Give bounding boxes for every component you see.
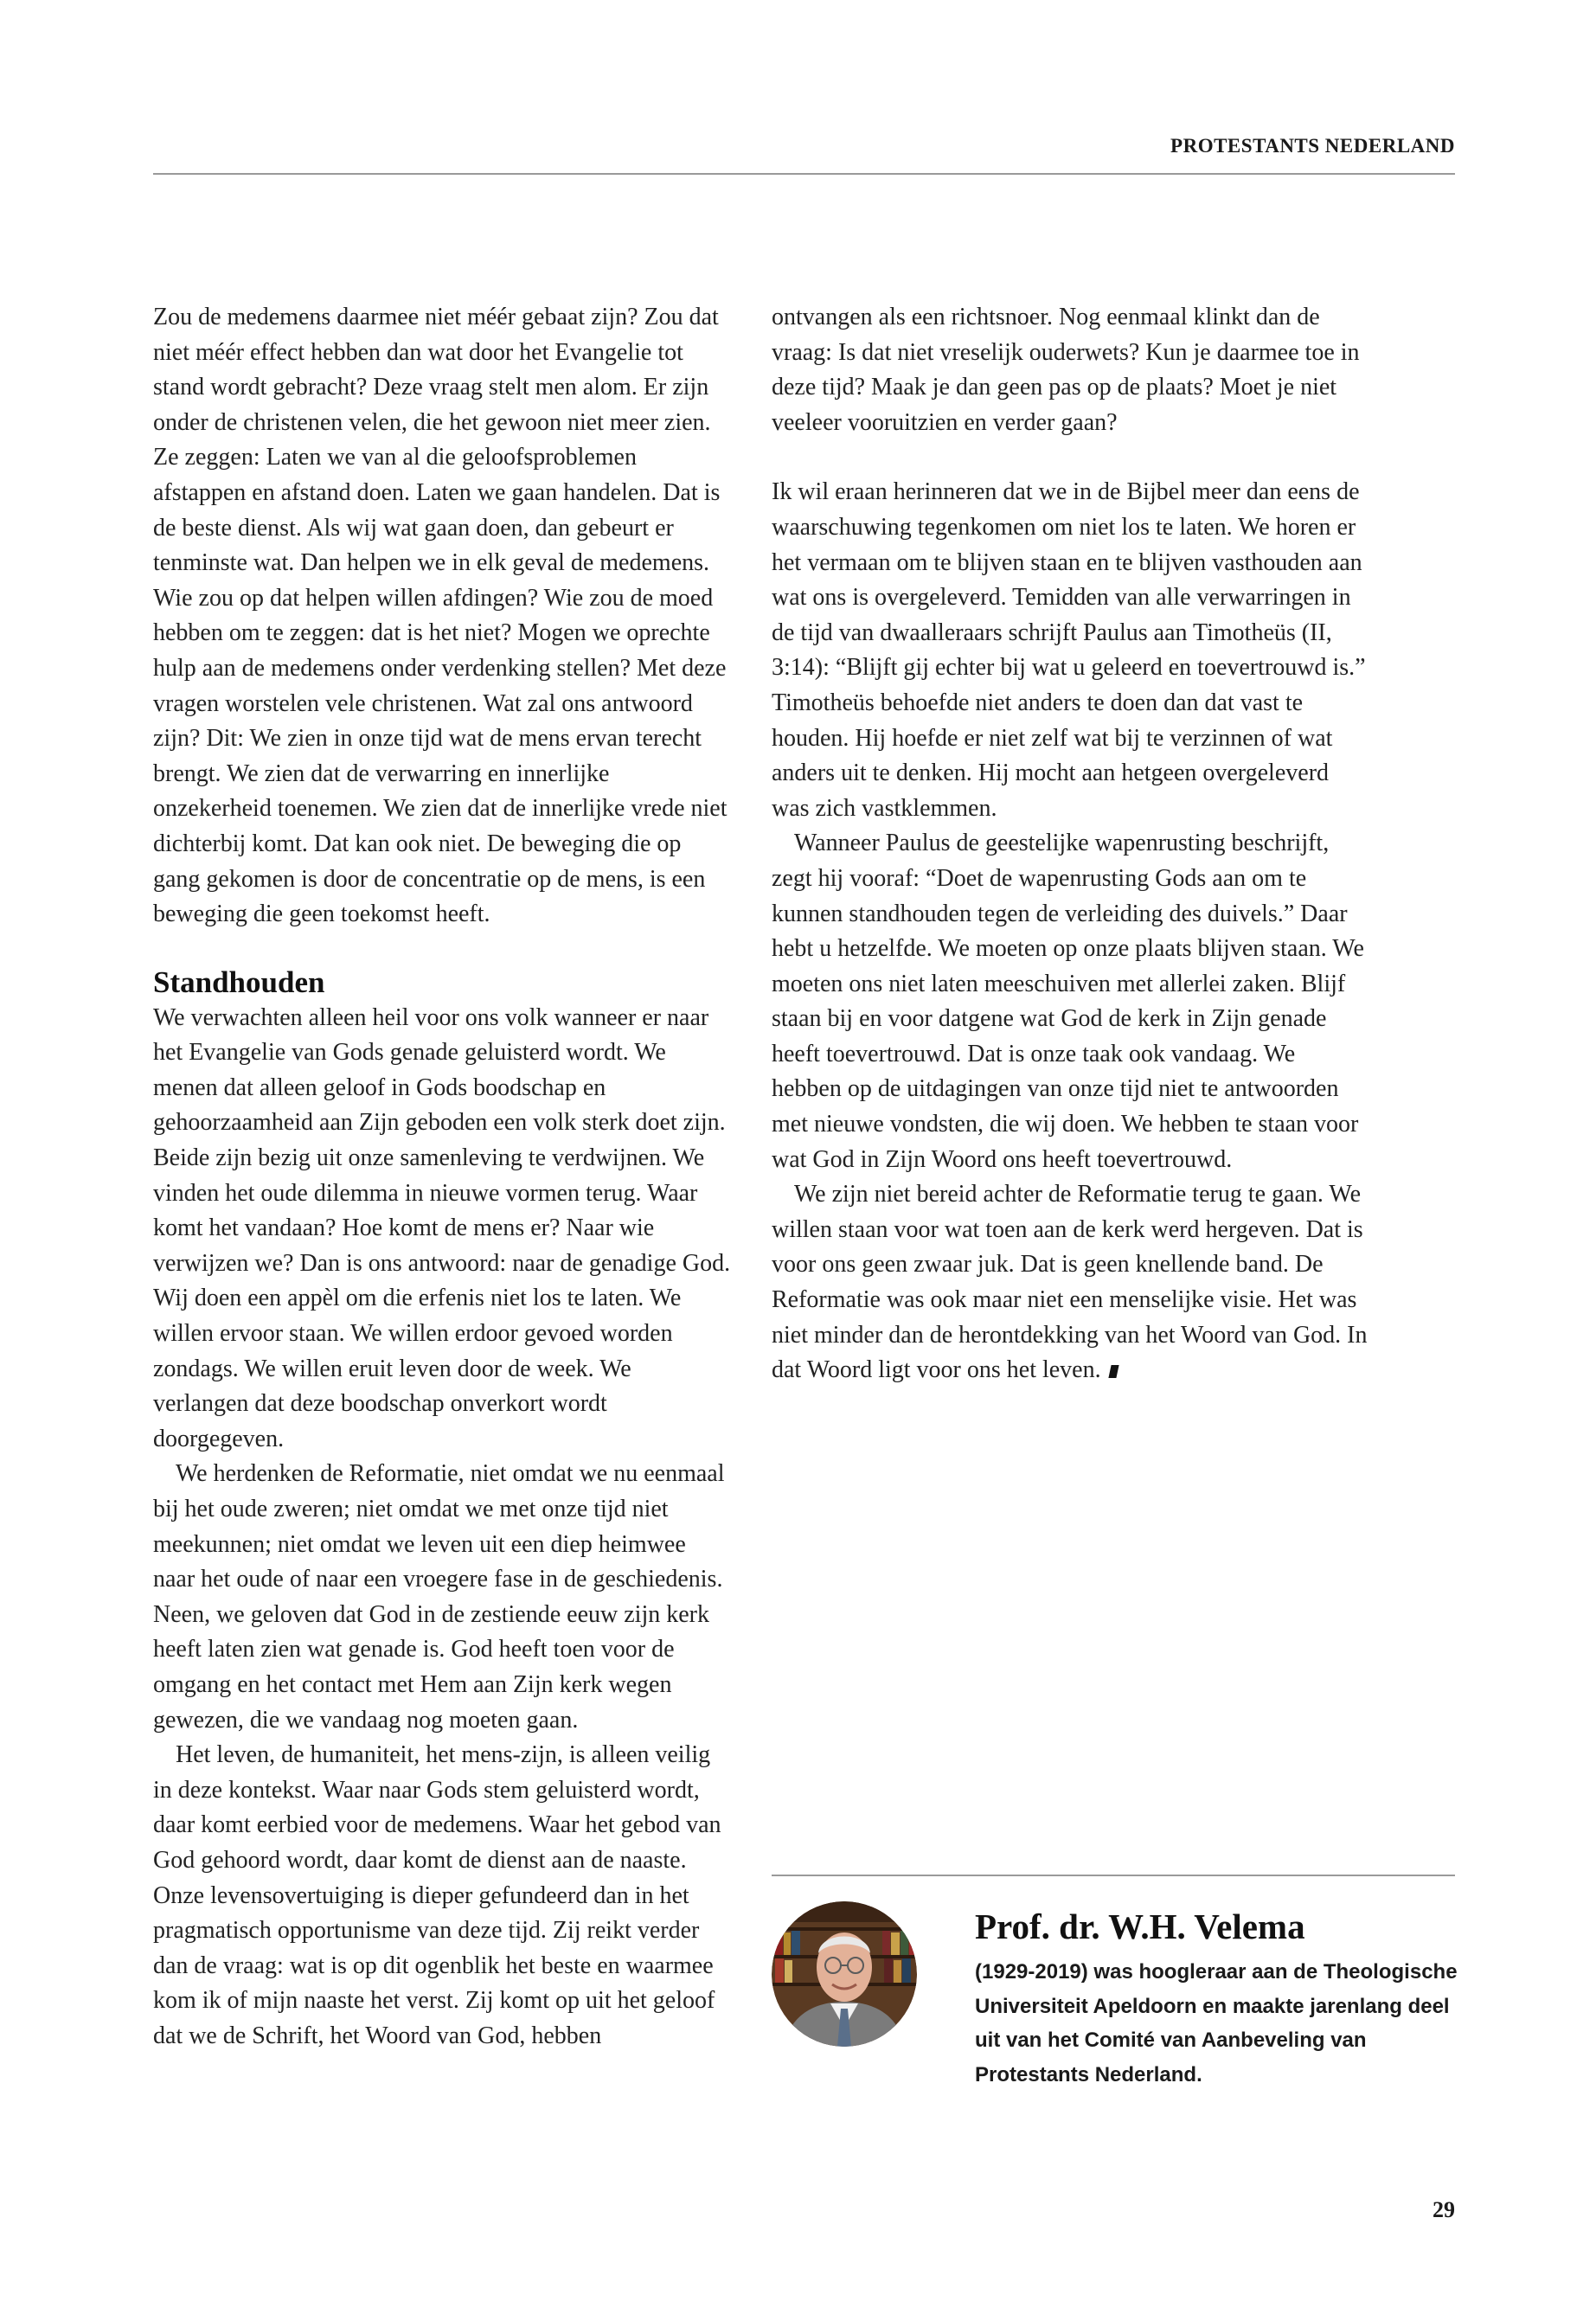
end-of-article-mark — [1108, 1365, 1118, 1378]
left-column — [153, 300, 731, 2054]
portrait-illustration — [772, 1901, 917, 2047]
paragraph — [772, 1177, 1368, 1388]
paragraph: Wanneer Paulus de geestelijke wapenrusting beschrijft, zegt hij vooraf: “Doet de wapenrusting Gods aan om te kunnen standhouden tegen de verleiding des duivels.” Daar hebt u hetzelfde. We moeten op onze plaats blijven staan. We moeten ons niet laten meeschuiven met allerlei zaken. Blijf staan bij en voor datgene wat God de kerk in Zijn genade heeft toevertrouwd. Dat is onze taak ook vandaag. We hebben op de uitdagingen van onze tijd niet te antwoorden met nieuwe vondsten, die wij doen. We hebben te staan voor wat God in Zijn Woord ons heeft toevertrouwd. — [772, 830, 1364, 1173]
author-description: (1929-2019) was hoogleraar aan de Theologische Universiteit Apeldoorn en maakte jarenlang deel uit van het Comité van Aanbeveling van Protestants Nederland. — [975, 1960, 1458, 2086]
paragraph: We herdenken de Reformatie, niet omdat we nu eenmaal bij het oude zweren; niet omdat we met onze tijd niet meekunnen; niet omdat we leven uit een diep heimwee naar het oude of naar een vroegere fase in de geschiedenis. Neen, we geloven dat God in de zestiende eeuw zijn kerk heeft laten zien wat genade is. God heeft toen voor de omgang en het contact met Hem aan Zijn kerk wegen gewezen, die we vandaag nog moeten gaan. — [153, 1460, 725, 1734]
paragraph: We verwachten alleen heil voor ons volk wanneer er naar het Evangelie van Gods genade geluisterd wordt. We menen dat alleen geloof in Gods boodschap en gehoorzaamheid aan Zijn geboden een volk sterk doet zijn. Beide zijn bezig uit onze samenleving te verdwijnen. We vinden het oude dilemma in nieuwe vormen terug. Waar komt het vandaan? Hoe komt de mens er? Naar wie verwijzen we? Dan is ons antwoord: naar de genadige God. Wij doen een appèl om die erfenis niet los te laten. We willen ervoor staan. We willen erdoor gevoed worden zondags. We willen eruit leven door de week. We verlangen dat deze boodschap onverkort wordt doorgegeven. — [153, 1003, 731, 1452]
bio-divider — [772, 1875, 1455, 1876]
header-divider — [153, 173, 1455, 175]
publication-header: PROTESTANTS NEDERLAND — [1170, 135, 1455, 157]
section-heading: Standhouden — [153, 965, 325, 999]
right-column — [772, 300, 1368, 1388]
paragraph: Ik wil eraan herinneren dat we in de Bijbel meer dan eens de waarschuwing tegenkomen om niet los te laten. We horen er het vermaan om te blijven staan en te blijven vasthouden aan wat ons is overgeleverd. Temidden van alle verwarringen in de tijd van dwaalleraars schrijft Paulus aan Timotheüs (II, 3:14): “Blijft gij echter bij wat u geleerd en toevertrouwd is.” Timotheüs behoefde niet anders te doen dan dat vast te houden. Hij hoefde er niet zelf wat bij te verzinnen of wat anders uit te denken. Hij mocht aan hetgeen overgeleverd was zich vastklemmen. — [772, 478, 1366, 822]
paragraph: Zou de medemens daarmee niet méér gebaat zijn? Zou dat niet méér effect hebben dan wat door het Evangelie tot stand wordt gebracht? Deze vraag stelt men alom. Er zijn onder de christenen velen, die het gewoon niet meer zien. Ze zeggen: Laten we van al die geloofsproblemen afstappen en afstand doen. Laten we gaan handelen. Dat is de beste dienst. Als wij wat gaan doen, dan gebeurt er tenminste wat. Dan helpen we in elk geval de medemens. Wie zou op dat helpen willen afdingen? Wie zou de moed hebben om te zeggen: dat is het niet? Mogen we oprechte hulp aan de medemens onder verdenking stellen? Met deze vragen worstelen vele christenen. Wat zal ons antwoord zijn? Dit: We zien in onze tijd wat de mens ervan terecht brengt. We zien dat de verwarring en innerlijke onzekerheid toenemen. We zien dat de innerlijke vrede niet dichterbij komt. Dat kan ook niet. De beweging die op gang gekomen is door de concentratie op de mens, is een beweging die geen toekomst heeft. — [153, 304, 727, 928]
paragraph: ontvangen als een richtsnoer. Nog eenmaal klinkt dan de vraag: Is dat niet vreselijk ouderwets? Kun je daarmee toe in deze tijd? Maak je dan geen pas op de plaats? Moet je niet veeleer vooruitzien en verder gaan? — [772, 304, 1360, 436]
author-portrait — [772, 1901, 917, 2047]
paragraph: Het leven, de humaniteit, het mens-zijn, is alleen veilig in deze kontekst. Waar naar Gods stem geluisterd wordt, daar komt eerbied voor de medemens. Waar het gebod van God gehoord wordt, daar komt de dienst aan de naaste. Onze levensovertuiging is dieper gefundeerd dan in het pragmatisch opportunisme van deze tijd. Zij reikt verder dan de vraag: wat is op dit ogenblik het beste en waarmee kom ik of mijn naaste het verst. Zij komt op uit het geloof dat we de Schrift, het Woord van God, hebben — [153, 1741, 721, 2049]
page-number: 29 — [1433, 2197, 1455, 2222]
author-name: Prof. dr. W.H. Velema — [975, 1907, 1305, 1946]
paragraph-text: We zijn niet bereid achter de Reformatie terug te gaan. We willen staan voor wat toen aan de kerk werd hergeven. Dat is voor ons geen zwaar juk. Dat is geen knellende band. De Reformatie was ook maar niet een menselijke visie. Het was niet minder dan de herontdekking van het Woord van God. In dat Woord ligt voor ons het leven. — [772, 1181, 1368, 1384]
